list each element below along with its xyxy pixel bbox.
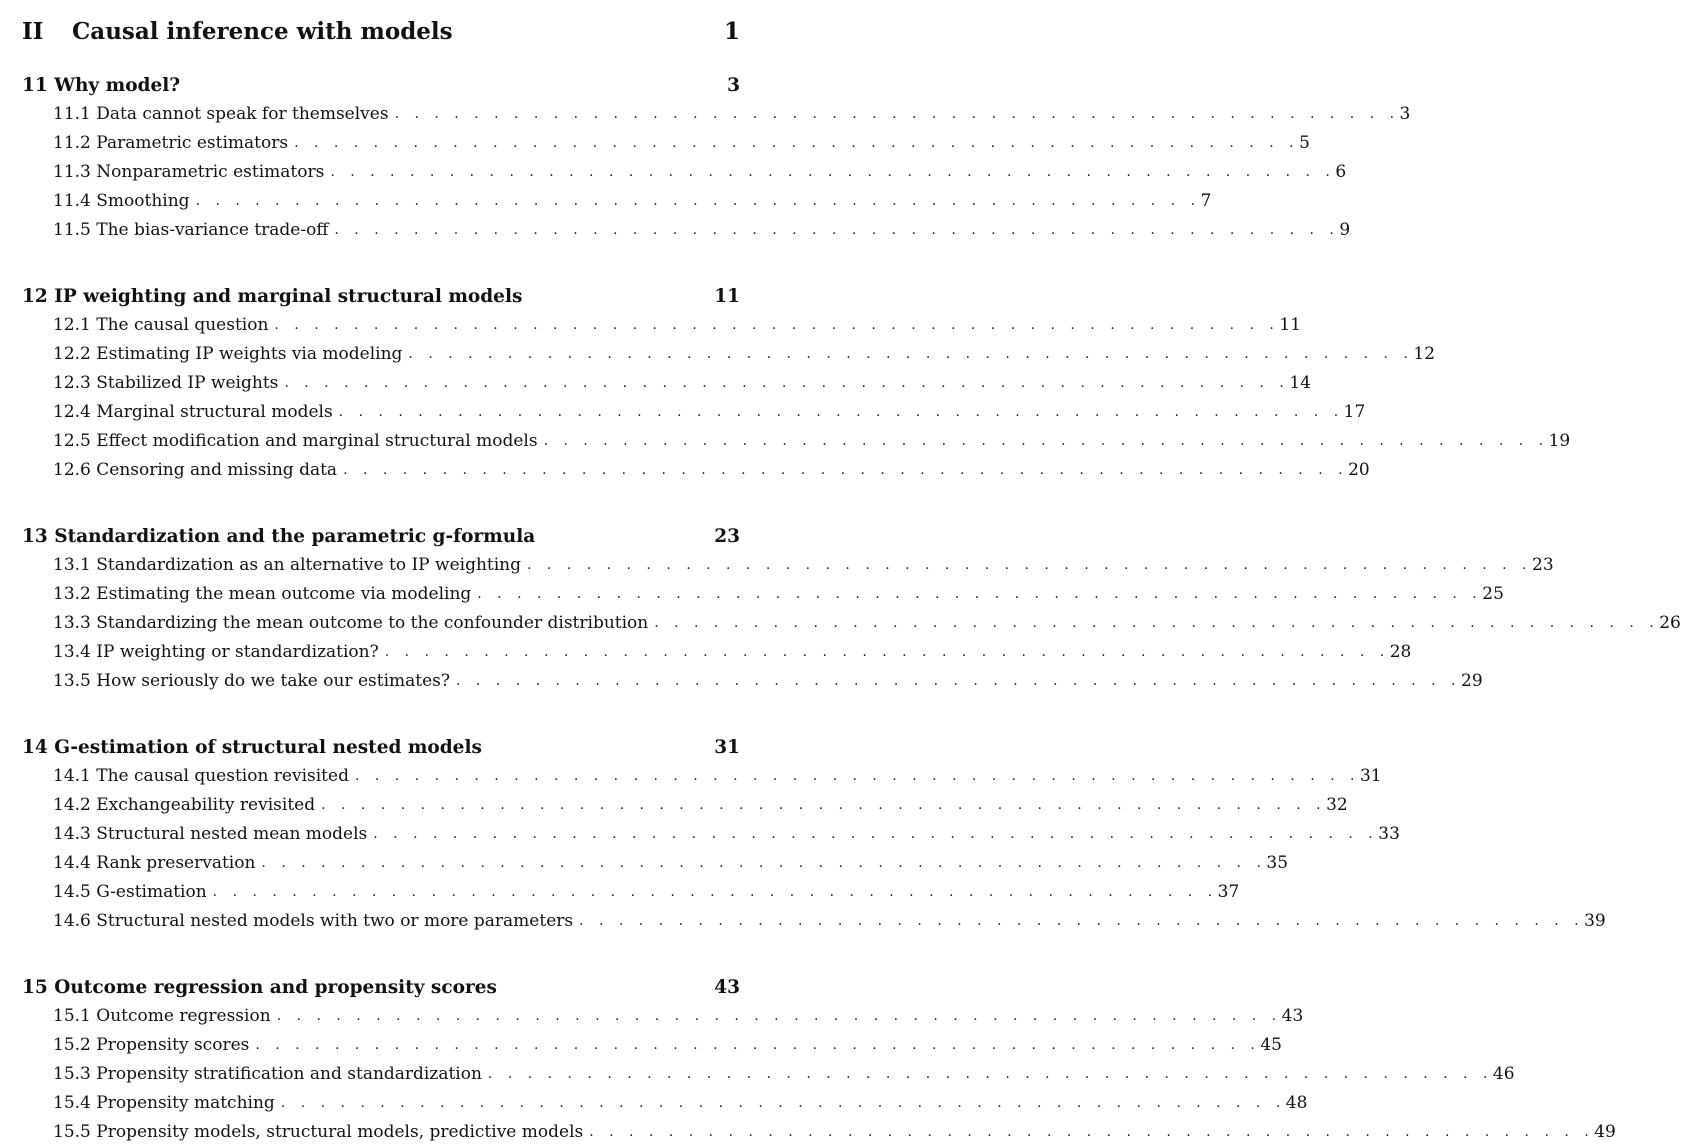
section-label (53, 1093, 281, 1113)
section-label (53, 191, 196, 211)
section-page: 48 (1285, 1093, 1308, 1113)
chapter-number: 12 (22, 285, 48, 307)
section-page: 37 (1217, 882, 1240, 902)
section-entry[interactable] (53, 341, 1436, 367)
section-title: The causal question (96, 315, 269, 335)
section-number: 14.5 (53, 882, 91, 902)
section-entry[interactable] (53, 457, 1370, 483)
chapter-number: 14 (22, 736, 48, 758)
section-title: Estimating the mean outcome via modeling (96, 584, 472, 604)
section-title: Marginal structural models (96, 402, 333, 422)
section-label (53, 824, 373, 844)
section-page: 35 (1266, 853, 1289, 873)
section-number: 15.1 (53, 1006, 91, 1026)
section-title: Propensity scores (96, 1035, 250, 1055)
section-number: 15.3 (53, 1064, 91, 1084)
section-entry[interactable] (53, 552, 1554, 578)
section-page: 43 (1281, 1006, 1304, 1026)
chapter-entry[interactable] (22, 283, 740, 309)
section-number: 13.4 (53, 642, 91, 662)
section-entry[interactable] (53, 1061, 1515, 1087)
chapter-entry[interactable] (22, 523, 740, 549)
section-page: 49 (1594, 1122, 1616, 1142)
section-entry[interactable] (53, 399, 1366, 425)
section-page: 5 (1299, 133, 1310, 153)
section-number: 14.2 (53, 795, 91, 815)
section-page: 3 (1399, 104, 1411, 124)
chapter-number: 13 (22, 525, 48, 547)
section-entry[interactable] (53, 610, 1681, 636)
dot-leader: . . . . . . . . . . . . . . . . . . . . . . . . . . . . . . . . . . . . . . . . . . . . . . . . . . . (274, 317, 1280, 333)
section-label (53, 373, 284, 393)
section-number: 12.1 (53, 315, 91, 335)
section-label (53, 555, 527, 575)
section-label (53, 642, 385, 662)
section-label (53, 671, 456, 691)
section-number: 15.4 (53, 1093, 91, 1113)
chapter-heading (22, 75, 180, 96)
section-entry[interactable] (53, 370, 1311, 396)
dot-leader: . . . . . . . . . . . . . . . . . . . . . . . . . . . . . . . . . . . . . . . . . . . . . . . . . . . (384, 644, 1390, 660)
section-title: Rank preservation (96, 853, 256, 873)
section-title: The bias-variance trade-off (96, 220, 329, 240)
chapter-title: Standardization and the parametric g-formula (54, 525, 536, 547)
section-number: 13.3 (53, 613, 91, 633)
section-entry[interactable] (53, 1090, 1308, 1116)
section-page: 7 (1200, 191, 1212, 211)
section-entry[interactable] (53, 581, 1504, 607)
dot-leader: . . . . . . . . . . . . . . . . . . . . . . . . . . . . . . . . . . . . . . . . . . . . . . . . . . . (321, 797, 1327, 813)
dot-leader: . . . . . . . . . . . . . . . . . . . . . . . . . . . . . . . . . . . . . . . . . . . . . . . . . . . (261, 855, 1267, 871)
section-number: 12.5 (53, 431, 91, 451)
section-entry[interactable] (53, 879, 1240, 905)
section-title: Parametric estimators (96, 133, 289, 153)
section-entry[interactable] (53, 763, 1382, 789)
section-label (53, 853, 261, 873)
section-title: Propensity matching (96, 1093, 275, 1113)
section-title: Censoring and missing data (96, 460, 338, 480)
section-number: 11.3 (53, 162, 91, 182)
section-title: Standardization as an alternative to IP weighting (96, 555, 522, 575)
section-page: 39 (1584, 911, 1606, 931)
section-entry[interactable] (53, 1119, 1616, 1145)
section-label (53, 911, 579, 931)
section-number: 13.1 (53, 555, 91, 575)
chapter-page: 23 (714, 525, 740, 547)
section-title: Estimating IP weights via modeling (96, 344, 403, 364)
section-label (53, 220, 334, 240)
part-heading-text (22, 18, 453, 45)
dot-leader: . . . . . . . . . . . . . . . . . . . . . . . . . . . . . . . . . . . . . . . . . . . . . . . . . . . (456, 673, 1461, 689)
section-title: Outcome regression (96, 1006, 271, 1026)
section-entry[interactable] (53, 792, 1348, 818)
section-entry[interactable] (53, 101, 1411, 127)
dot-leader: . . . . . . . . . . . . . . . . . . . . . . . . . . . . . . . . . . . . . . . . . . . . . . . . . . . (284, 375, 1290, 391)
section-page: 11 (1279, 315, 1302, 335)
section-number: 11.2 (53, 133, 91, 153)
section-page: 32 (1326, 795, 1348, 815)
dot-leader: . . . . . . . . . . . . . . . . . . . . . . . . . . . . . . . . . . . . . . . . . . . . . . . . . . . (543, 433, 1549, 449)
section-entry[interactable] (53, 908, 1606, 934)
chapter-entry[interactable] (22, 734, 740, 760)
section-number: 11.4 (53, 191, 91, 211)
section-page: 29 (1461, 671, 1483, 691)
section-title: Stabilized IP weights (96, 373, 279, 393)
part-heading[interactable] (22, 14, 740, 48)
section-page: 12 (1413, 344, 1436, 364)
section-page: 45 (1260, 1035, 1282, 1055)
section-label (53, 402, 339, 422)
dot-leader: . . . . . . . . . . . . . . . . . . . . . . . . . . . . . . . . . . . . . . . . . . . . . . . . . . . (334, 222, 1340, 238)
section-page: 33 (1378, 824, 1400, 844)
section-page: 46 (1492, 1064, 1515, 1084)
section-page: 19 (1548, 431, 1571, 451)
part-number: II (22, 17, 44, 45)
section-entry[interactable] (53, 668, 1483, 694)
section-label (53, 882, 213, 902)
section-entry[interactable] (53, 159, 1347, 185)
section-entry[interactable] (53, 639, 1412, 665)
section-page: 9 (1339, 220, 1351, 240)
section-label (53, 133, 294, 153)
chapter-title: Outcome regression and propensity scores (54, 976, 497, 998)
section-label (53, 315, 274, 335)
section-label (53, 104, 395, 124)
chapter-title: G-estimation of structural nested models (54, 736, 482, 758)
section-label (53, 766, 355, 786)
section-title: Data cannot speak for themselves (96, 104, 389, 124)
section-page: 17 (1343, 402, 1366, 422)
chapter-heading (22, 977, 497, 998)
section-label (53, 1122, 589, 1142)
section-number: 14.3 (53, 824, 91, 844)
section-title: IP weighting or standardization? (96, 642, 379, 662)
part-title: Causal inference with models (72, 17, 453, 45)
section-label (53, 460, 343, 480)
section-label (53, 344, 408, 364)
section-number: 15.2 (53, 1035, 91, 1055)
section-entry[interactable] (53, 850, 1289, 876)
section-title: Standardizing the mean outcome to the confounder distribution (96, 613, 649, 633)
dot-leader: . . . . . . . . . . . . . . . . . . . . . . . . . . . . . . . . . . . . . . . . . . . . . . . . . . . (195, 193, 1201, 209)
section-label (53, 1035, 255, 1055)
section-title: The causal question revisited (96, 766, 349, 786)
chapter-title: Why model? (54, 74, 181, 96)
section-label (53, 431, 544, 451)
chapter-page: 3 (727, 74, 740, 96)
section-number: 11.1 (53, 104, 91, 124)
section-number: 12.4 (53, 402, 91, 422)
section-page: 31 (1359, 766, 1382, 786)
section-number: 13.5 (53, 671, 91, 691)
dot-leader: . . . . . . . . . . . . . . . . . . . . . . . . . . . . . . . . . . . . . . . . . . . . . . . . . . . (276, 1008, 1282, 1024)
dot-leader: . . . . . . . . . . . . . . . . . . . . . . . . . . . . . . . . . . . . . . . . . . . . . . . . . . . (255, 1037, 1261, 1053)
section-label (53, 1006, 277, 1026)
section-number: 12.3 (53, 373, 91, 393)
section-number: 14.6 (53, 911, 91, 931)
section-title: Structural nested mean models (96, 824, 368, 844)
section-entry[interactable] (53, 312, 1302, 338)
dot-leader: . . . . . . . . . . . . . . . . . . . . . . . . . . . . . . . . . . . . . . . . . . . . . . . . . . . (477, 586, 1483, 602)
dot-leader: . . . . . . . . . . . . . . . . . . . . . . . . . . . . . . . . . . . . . . . . . . . . . . . . . . . (294, 135, 1300, 151)
section-label (53, 584, 477, 604)
chapter-number: 15 (22, 976, 48, 998)
section-entry[interactable] (53, 217, 1351, 243)
chapter-entry[interactable] (22, 72, 740, 98)
chapter-page: 31 (714, 736, 740, 758)
dot-leader: . . . . . . . . . . . . . . . . . . . . . . . . . . . . . . . . . . . . . . . . . . . . . . . . . . . (579, 913, 1585, 929)
part-page: 1 (723, 17, 740, 45)
section-page: 28 (1389, 642, 1412, 662)
section-title: Nonparametric estimators (96, 162, 325, 182)
dot-leader: . . . . . . . . . . . . . . . . . . . . . . . . . . . . . . . . . . . . . . . . . . . . . . . . . . . (280, 1095, 1286, 1111)
section-number: 12.2 (53, 344, 91, 364)
section-page: 14 (1289, 373, 1311, 393)
section-title: Exchangeability revisited (96, 795, 316, 815)
section-title: Structural nested models with two or more parameters (96, 911, 574, 931)
dot-leader: . . . . . . . . . . . . . . . . . . . . . . . . . . . . . . . . . . . . . . . . . . . . . . . . . . . (354, 768, 1360, 784)
dot-leader: . . . . . . . . . . . . . . . . . . . . . . . . . . . . . . . . . . . . . . . . . . . . . . . . . . . (654, 615, 1660, 631)
section-label (53, 613, 654, 633)
chapter-page: 11 (714, 285, 740, 307)
chapter-page: 43 (714, 976, 740, 998)
chapter-heading (22, 286, 522, 307)
dot-leader: . . . . . . . . . . . . . . . . . . . . . . . . . . . . . . . . . . . . . . . . . . . . . . . . . . . (589, 1124, 1595, 1140)
section-page: 23 (1532, 555, 1554, 575)
chapter-number: 11 (22, 74, 48, 96)
section-entry[interactable] (53, 1003, 1304, 1029)
section-title: Propensity models, structural models, predictive models (96, 1122, 584, 1142)
section-page: 26 (1659, 613, 1681, 633)
dot-leader: . . . . . . . . . . . . . . . . . . . . . . . . . . . . . . . . . . . . . . . . . . . . . . . . . . . (527, 557, 1532, 573)
section-page: 20 (1348, 460, 1370, 480)
section-page: 25 (1482, 584, 1504, 604)
section-entry[interactable] (53, 428, 1571, 454)
section-page: 6 (1335, 162, 1347, 182)
chapter-heading (22, 737, 482, 758)
section-number: 15.5 (53, 1122, 91, 1142)
dot-leader: . . . . . . . . . . . . . . . . . . . . . . . . . . . . . . . . . . . . . . . . . . . . . . . . . . . (394, 106, 1400, 122)
dot-leader: . . . . . . . . . . . . . . . . . . . . . . . . . . . . . . . . . . . . . . . . . . . . . . . . . . . (408, 346, 1414, 362)
dot-leader: . . . . . . . . . . . . . . . . . . . . . . . . . . . . . . . . . . . . . . . . . . . . . . . . . . . (343, 462, 1349, 478)
section-label (53, 795, 321, 815)
section-entry[interactable] (53, 1032, 1282, 1058)
dot-leader: . . . . . . . . . . . . . . . . . . . . . . . . . . . . . . . . . . . . . . . . . . . . . . . . . . . (212, 884, 1218, 900)
section-number: 11.5 (53, 220, 91, 240)
section-number: 12.6 (53, 460, 91, 480)
chapter-heading (22, 526, 535, 547)
chapter-title: IP weighting and marginal structural models (54, 285, 523, 307)
section-label (53, 162, 330, 182)
section-entry[interactable] (53, 130, 1310, 156)
section-number: 13.2 (53, 584, 91, 604)
section-number: 14.1 (53, 766, 91, 786)
section-title: G-estimation (96, 882, 207, 902)
section-title: Propensity stratification and standardization (96, 1064, 482, 1084)
chapter-entry[interactable] (22, 974, 740, 1000)
section-title: How seriously do we take our estimates? (96, 671, 451, 691)
dot-leader: . . . . . . . . . . . . . . . . . . . . . . . . . . . . . . . . . . . . . . . . . . . . . . . . . . . (487, 1066, 1493, 1082)
section-entry[interactable] (53, 821, 1400, 847)
dot-leader: . . . . . . . . . . . . . . . . . . . . . . . . . . . . . . . . . . . . . . . . . . . . . . . . . . . (338, 404, 1344, 420)
section-title: Effect modification and marginal structural models (96, 431, 538, 451)
dot-leader: . . . . . . . . . . . . . . . . . . . . . . . . . . . . . . . . . . . . . . . . . . . . . . . . . . . (330, 164, 1336, 180)
section-number: 14.4 (53, 853, 91, 873)
section-title: Smoothing (96, 191, 190, 211)
section-label (53, 1064, 488, 1084)
section-entry[interactable] (53, 188, 1212, 214)
dot-leader: . . . . . . . . . . . . . . . . . . . . . . . . . . . . . . . . . . . . . . . . . . . . . . . . . . . (373, 826, 1379, 842)
